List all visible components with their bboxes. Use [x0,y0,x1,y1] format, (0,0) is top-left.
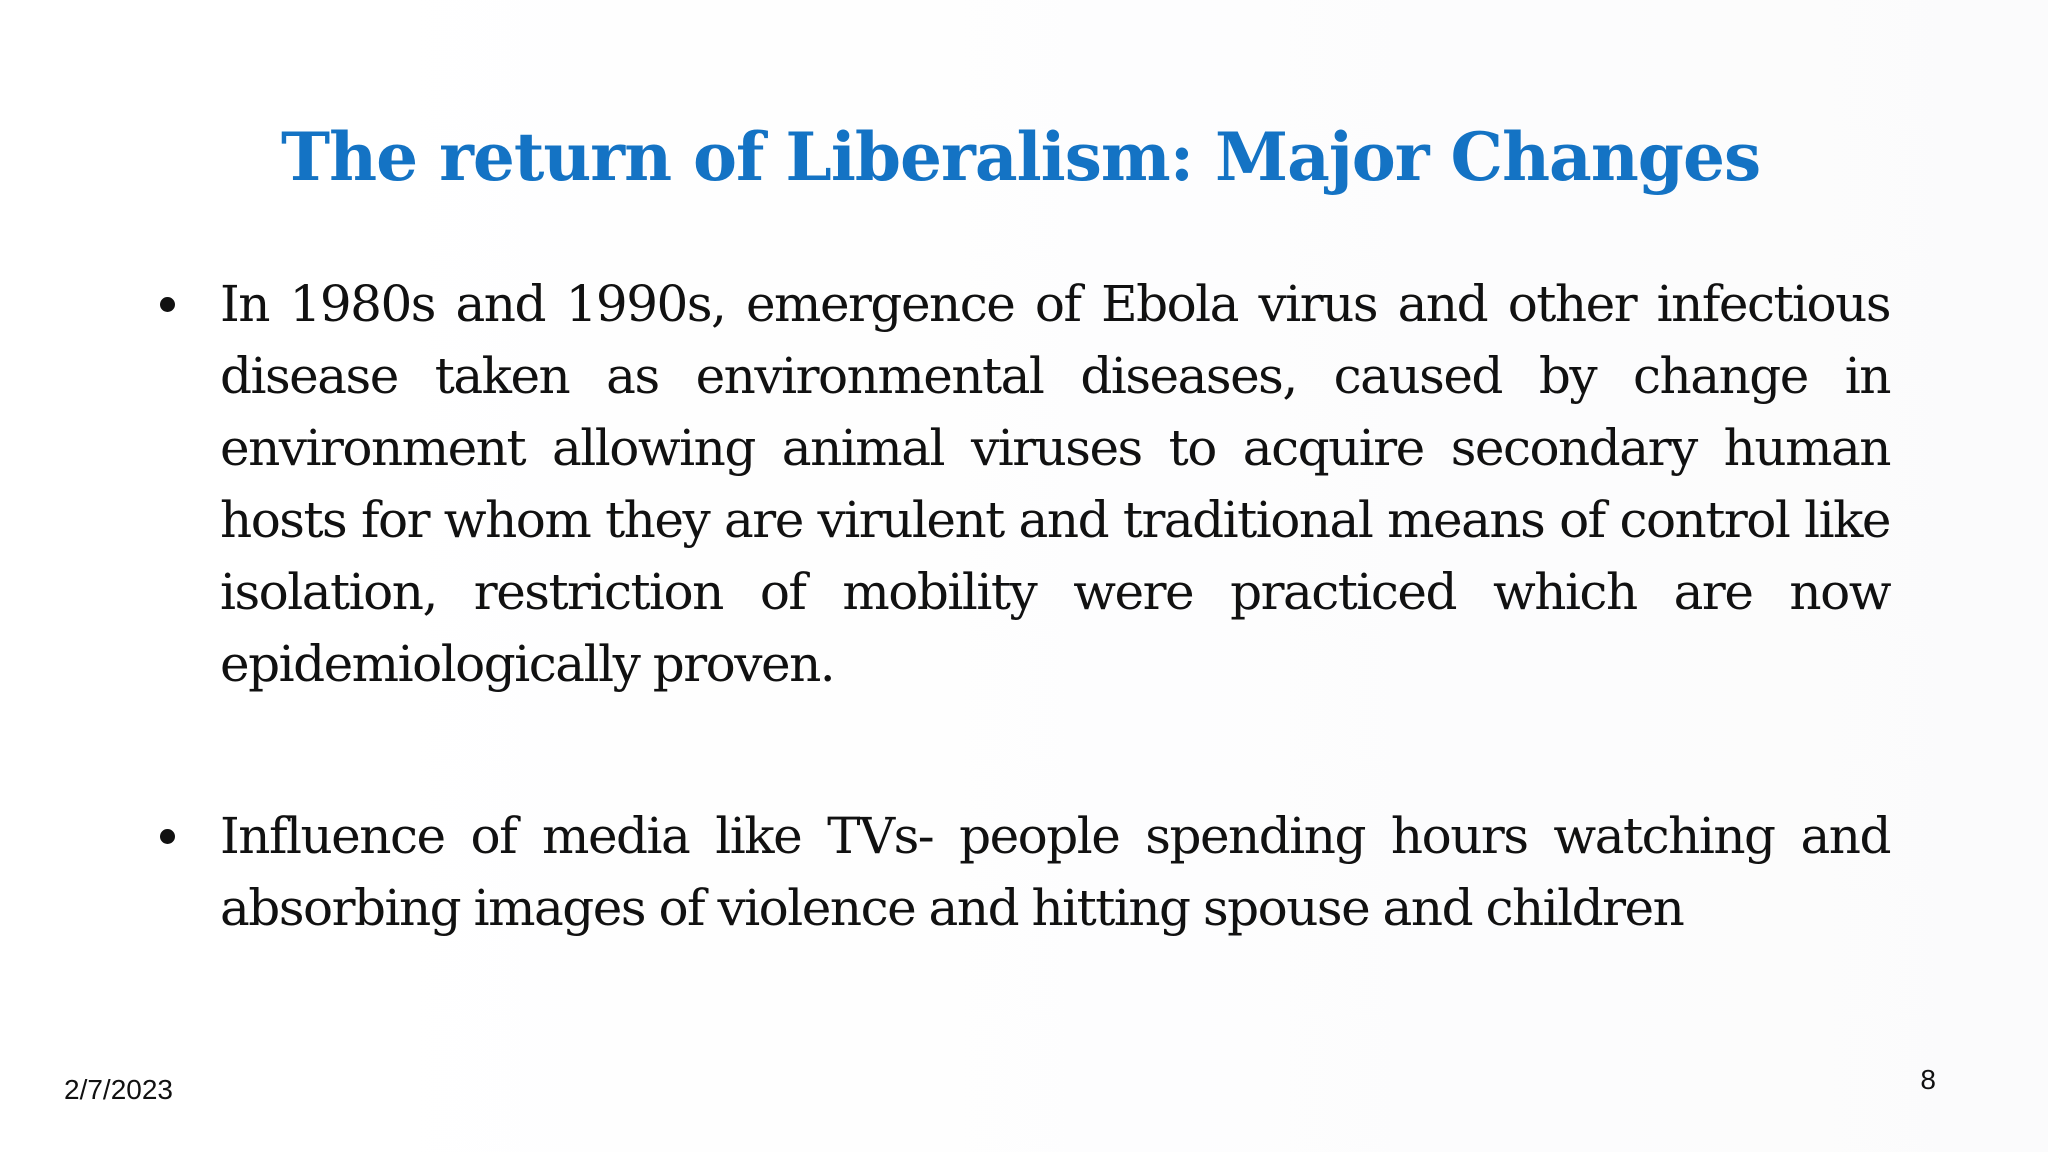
page-number: 8 [1920,1064,1936,1095]
bullet-item [160,800,1890,944]
bullet-text: In 1980s and 1990s, emergence of Ebola virus and other infectious disease taken as environmental diseases, caused by change in environment allowing animal viruses to acquire secondary human hosts for whom they are virulent and traditional means of control like isolation, restriction of mobility were practiced which are now epidemiologically proven. [220,275,1890,693]
slide-title: The return of Liberalism: Major Changes [281,118,1761,196]
bullet-icon [160,297,175,312]
bullet-icon [160,829,175,844]
slide-date: 2/7/2023 [64,1074,173,1105]
bullet-item [160,268,1890,700]
bullet-text: Influence of media like TVs- people spending hours watching and absorbing images of violence and hitting spouse and children [220,807,1890,937]
bullet-list [160,268,1890,944]
